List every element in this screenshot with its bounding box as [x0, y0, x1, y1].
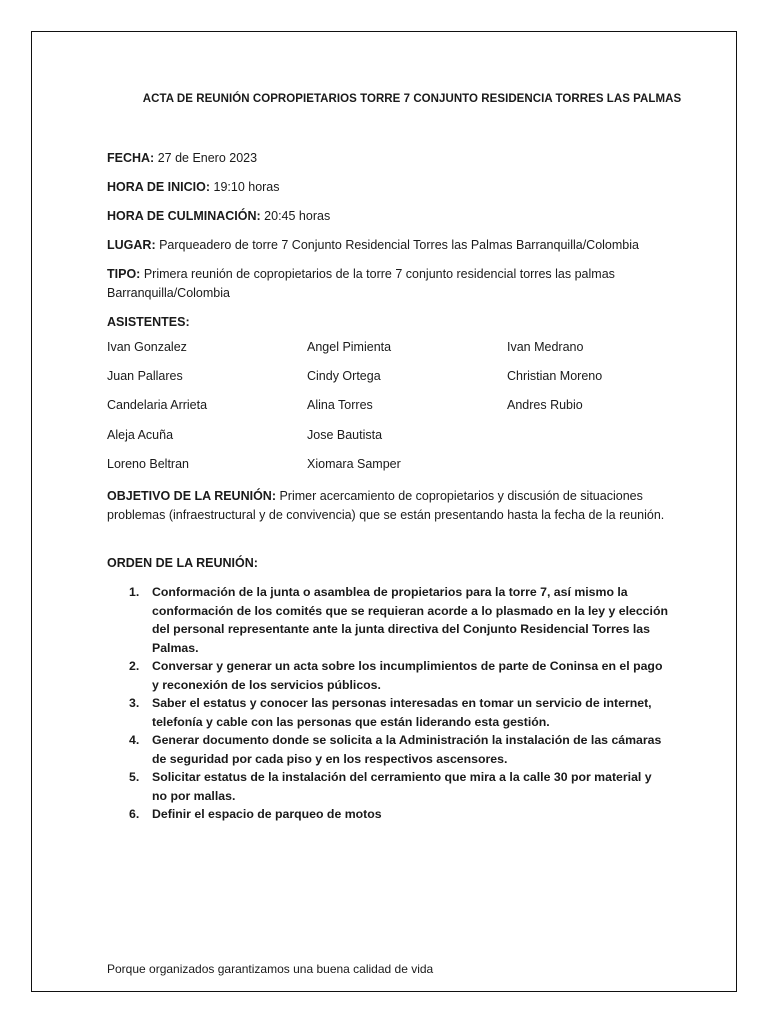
attendees-row: [107, 369, 707, 398]
lugar-label: LUGAR:: [107, 238, 156, 252]
tipo-label: TIPO:: [107, 267, 141, 281]
lugar-value: Parqueadero de torre 7 Conjunto Residencial Torres las Palmas Barranquilla/Colombia: [155, 238, 639, 252]
agenda-item-number: 5.: [129, 770, 140, 784]
asistentes-heading: [107, 313, 667, 332]
objetivo-field: [107, 487, 667, 525]
fecha-label: FECHA:: [107, 151, 155, 165]
orden-heading: [107, 554, 667, 573]
document-title: ACTA DE REUNIÓN COPROPIETARIOS TORRE 7 CONJUNTO RESIDENCIA TORRES LAS PALMAS: [142, 93, 682, 105]
agenda-list: [129, 583, 669, 824]
fecha-field: [107, 149, 667, 168]
hora-inicio-field: [107, 178, 667, 197]
agenda-item-number: 6.: [129, 807, 140, 821]
agenda-item-number: 3.: [129, 696, 140, 710]
attendees-row: [107, 398, 707, 427]
hora-culminacion-field: [107, 207, 667, 226]
hora-inicio-label: HORA DE INICIO:: [107, 180, 211, 194]
attendee-name: Aleja Acuña: [107, 427, 174, 442]
agenda-item-text: Conversar y generar un acta sobre los incumplimientos de parte de Coninsa en el pago y reconexión de los servicios públicos.: [152, 659, 663, 692]
agenda-item: [129, 805, 669, 824]
agenda-item-number: 4.: [129, 733, 140, 747]
attendee-name: Loreno Beltran: [107, 456, 190, 471]
hora-culminacion-value: 20:45 horas: [260, 209, 331, 223]
attendees-row: [107, 428, 707, 457]
agenda-item-number: 1.: [129, 585, 140, 599]
attendees-list: [107, 340, 707, 486]
attendee-name: Alina Torres: [307, 398, 373, 413]
agenda-item-number: 2.: [129, 659, 140, 673]
objetivo-label: OBJETIVO DE LA REUNIÓN:: [107, 489, 276, 503]
hora-inicio-value: 19:10 horas: [210, 180, 280, 194]
attendee-name: Jose Bautista: [307, 427, 383, 442]
attendee-name: Angel Pimienta: [307, 340, 392, 354]
agenda-item-text: Solicitar estatus de la instalación del cerramiento que mira a la calle 30 por material y no por mallas.: [152, 770, 652, 803]
asistentes-label: ASISTENTES:: [107, 315, 190, 329]
attendee-name: Christian Moreno: [507, 369, 603, 384]
attendee-name: Xiomara Samper: [307, 456, 401, 471]
attendees-row: [107, 340, 707, 369]
orden-label: ORDEN DE LA REUNIÓN:: [107, 556, 258, 570]
attendee-name: Juan Pallares: [107, 369, 183, 384]
document-page: [31, 31, 737, 992]
footer-slogan: Porque organizados garantizamos una buena calidad de vida: [107, 962, 434, 976]
attendee-name: Ivan Medrano: [507, 340, 584, 354]
tipo-field: [107, 265, 667, 303]
attendee-name: Cindy Ortega: [307, 369, 381, 384]
attendee-name: Candelaria Arrieta: [107, 398, 208, 413]
agenda-item-text: Generar documento donde se solicita a la Administración la instalación de las cámaras de seguridad por cada piso y en los respectivos ascensores.: [152, 733, 662, 766]
tipo-value: Primera reunión de copropietarios de la torre 7 conjunto residencial torres las palmas Barranquilla/Colombia: [107, 267, 615, 300]
agenda-item: [129, 657, 669, 694]
agenda-item: [129, 731, 669, 768]
attendee-name: Andres Rubio: [507, 398, 583, 413]
attendees-row: [107, 457, 707, 486]
agenda-item: [129, 768, 669, 805]
agenda-item: [129, 583, 669, 657]
hora-culminacion-label: HORA DE CULMINACIÓN:: [107, 209, 261, 223]
fecha-value: 27 de Enero 2023: [154, 151, 258, 165]
lugar-field: [107, 236, 667, 255]
agenda-item-text: Saber el estatus y conocer las personas interesadas en tomar un servicio de internet, telefonía y cable con las personas que están liderando esta gestión.: [152, 696, 652, 729]
agenda-item: [129, 694, 669, 731]
agenda-item-text: Definir el espacio de parqueo de motos: [152, 807, 382, 821]
objetivo-value: Primer acercamiento de copropietarios y discusión de situaciones problemas (infraestructural y de convivencia) que se están presentando hasta la fecha de la reunión.: [107, 489, 665, 522]
agenda-item-text: Conformación de la junta o asamblea de propietarios para la torre 7, así mismo la conformación de los comités que se requieran acorde a lo plasmado en la ley y elección del personal representante ante la junta directiva del Conjunto Residencial Torres las Palmas.: [152, 585, 668, 655]
attendee-name: Ivan Gonzalez: [107, 340, 187, 354]
